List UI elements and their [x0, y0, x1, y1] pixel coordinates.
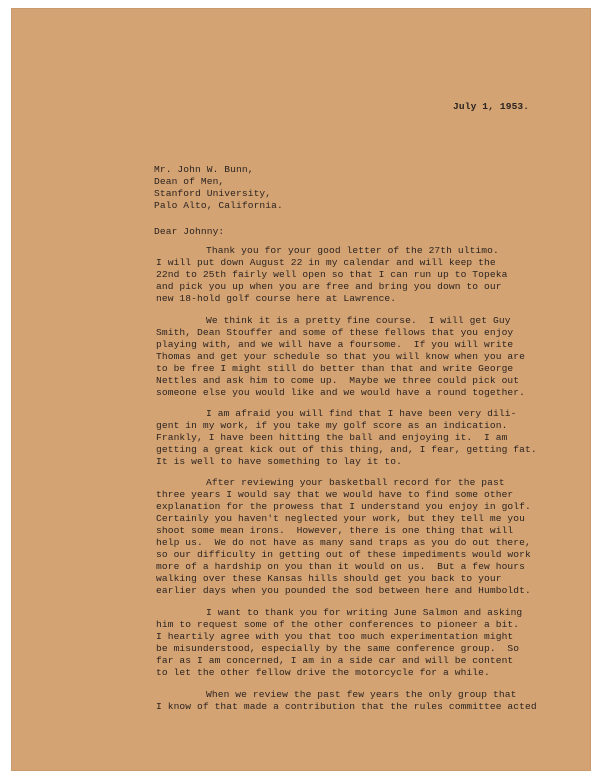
paragraph-line: someone else you would like and we would have a round together.: [156, 387, 526, 398]
paragraph-line: new 18-hold golf course here at Lawrence.: [156, 293, 397, 304]
paragraph-line: so our difficulty in getting out of these impediments would work: [156, 549, 531, 560]
paragraph-line: 22nd to 25th fairly well open so that I can run up to Topeka: [156, 269, 508, 280]
paragraph-line: to let the other fellow drive the motorcycle for a while.: [156, 667, 490, 678]
paragraph-line: I will put down August 22 in my calendar and will keep the: [156, 257, 496, 268]
address-line: Dean of Men,: [154, 176, 225, 187]
address-line: Palo Alto, California.: [154, 200, 283, 211]
paragraph-line: help us. We do not have as many sand traps as you do out there,: [156, 537, 531, 548]
paragraph-line: to be free I might still do better than that and write George: [156, 363, 514, 374]
paragraph-line: and pick you up when you are free and bring you down to our: [156, 281, 502, 292]
paragraph-line: him to request some of the other conferences to pioneer a bit.: [156, 619, 520, 630]
paragraph-line: Thomas and get your schedule so that you will know when you are: [156, 351, 526, 362]
paragraph-line: be misunderstood, especially by the same conference group. So: [156, 643, 520, 654]
paragraph-line: I want to thank you for writing June Salmon and asking: [206, 607, 523, 618]
letter-date: July 1, 1953.: [453, 101, 530, 112]
paragraph-line: It is well to have something to lay it to.: [156, 456, 403, 467]
paragraph-line: shoot some mean irons. However, there is one thing that will: [156, 525, 514, 536]
paragraph-line: I heartily agree with you that too much experimentation might: [156, 631, 514, 642]
paragraph-line: more of a hardship on you than it would on us. But a few hours: [156, 561, 526, 572]
paragraph-line: When we review the past few years the only group that: [206, 689, 517, 700]
paragraph-line: getting a great kick out of this thing, and, I fear, getting fat.: [156, 444, 537, 455]
paragraph-line: We think it is a pretty fine course. I will get Guy: [206, 315, 511, 326]
paragraph-line: Thank you for your good letter of the 27th ultimo.: [206, 245, 499, 256]
paragraph-line: explanation for the prowess that I understand you enjoy in golf.: [156, 501, 531, 512]
paragraph-line: I am afraid you will find that I have been very dili-: [206, 408, 517, 419]
salutation: Dear Johnny:: [154, 226, 225, 237]
letter-page: [12, 9, 590, 770]
paragraph-line: Certainly you haven't neglected your work, but they tell me you: [156, 513, 526, 524]
paragraph-line: Nettles and ask him to come up. Maybe we three could pick out: [156, 375, 520, 386]
paragraph-line: gent in my work, if you take my golf score as an indication.: [156, 420, 508, 431]
paragraph-line: walking over these Kansas hills should get you back to your: [156, 573, 502, 584]
paragraph-line: far as I am concerned, I am in a side car and will be content: [156, 655, 514, 666]
address-line: Mr. John W. Bunn,: [154, 164, 254, 175]
paragraph-line: earlier days when you pounded the sod between here and Humboldt.: [156, 585, 531, 596]
paragraph-line: three years I would say that we would have to find some other: [156, 489, 514, 500]
paragraph-line: I know of that made a contribution that the rules committee acted: [156, 701, 537, 712]
paragraph-line: playing with, and we will have a foursome. If you will write: [156, 339, 514, 350]
address-line: Stanford University,: [154, 188, 272, 199]
paragraph-line: Frankly, I have been hitting the ball and enjoying it. I am: [156, 432, 508, 443]
paragraph-line: After reviewing your basketball record for the past: [206, 477, 505, 488]
paragraph-line: Smith, Dean Stouffer and some of these fellows that you enjoy: [156, 327, 514, 338]
